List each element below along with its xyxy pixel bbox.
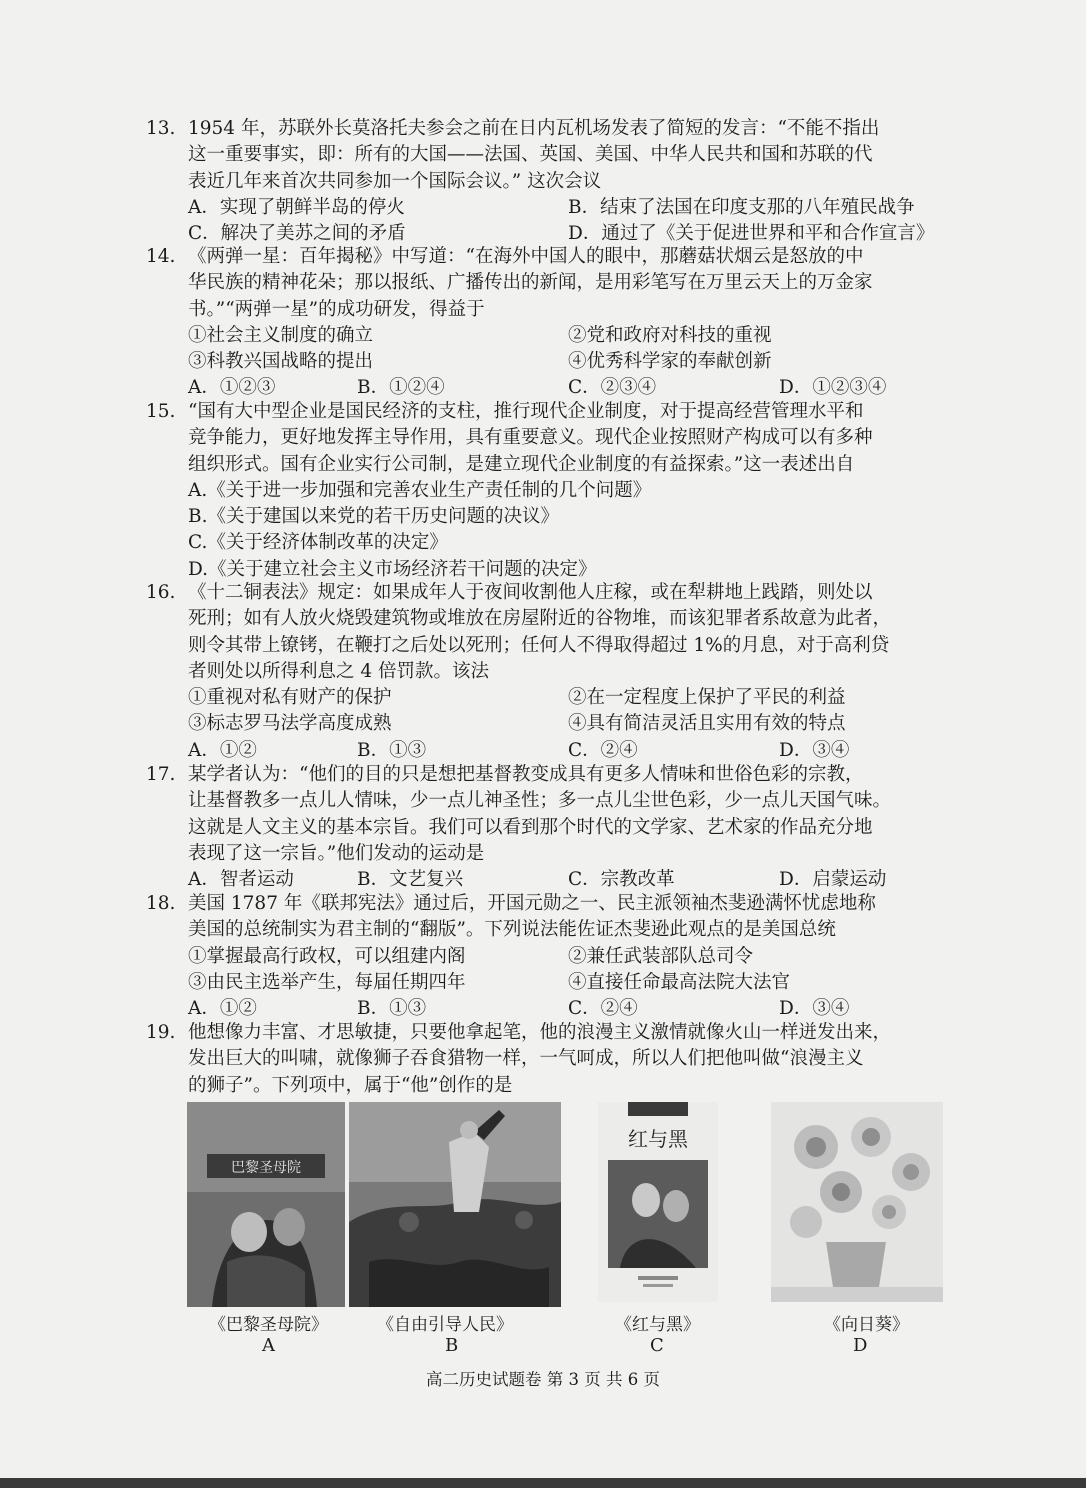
figure-c-book-cover: [598, 1102, 718, 1302]
question-number: 19.: [146, 1022, 176, 1043]
question-19: [146, 1020, 986, 1099]
question-number: 14.: [146, 246, 176, 267]
option-row: [146, 738, 986, 764]
question-text-line: 《十二铜表法》规定：如果成年人于夜间收割他人庄稼，或在犁耕地上践踏，则处以: [188, 582, 873, 603]
item-4: ④具有简洁灵活且实用有效的特点: [568, 713, 846, 735]
question-text-line: 者则处以所得利息之 4 倍罚款。该法: [188, 660, 490, 682]
item-row: [146, 349, 986, 375]
option-d: D.《关于建立社会主义市场经济若干问题的决定》: [188, 558, 597, 580]
figure-a-caption: 《巴黎圣母院》: [209, 1315, 328, 1335]
figure-d-letter: D: [853, 1335, 868, 1356]
item-1: ①重视对私有财产的保护: [188, 687, 392, 709]
option-b: B．①②④: [357, 377, 445, 399]
item-2: ②兼任武装部队总司令: [568, 945, 754, 967]
option-d: D．③④: [779, 998, 850, 1020]
option-d: D．启蒙运动: [779, 869, 887, 891]
item-row: [146, 685, 986, 711]
figure-d-caption: 《向日葵》: [824, 1315, 909, 1335]
question-text-line: 表近几年来首次共同参加一个国际会议。” 这次会议: [188, 170, 602, 192]
item-3: ③由民主选举产生，每届任期四年: [188, 971, 466, 993]
question-number: 17.: [146, 764, 176, 785]
item-4: ④优秀科学家的奉献创新: [568, 351, 772, 373]
option-a: A．实现了朝鲜半岛的停火: [188, 196, 405, 218]
option-c: C．②④: [568, 739, 638, 761]
option-row: [146, 996, 986, 1022]
item-3: ③标志罗马法学高度成熟: [188, 713, 392, 735]
figure-b-painting: [349, 1102, 561, 1307]
question-text-line: 美国 1787 年《联邦宪法》通过后，开国元勋之一、民主派领袖杰斐逊满怀忧虑地称: [188, 893, 876, 914]
option-c: C．解决了美苏之间的矛盾: [188, 223, 406, 245]
option-b: B．①③: [357, 998, 427, 1020]
question-13: [146, 116, 986, 247]
question-text-line: “国有大中型企业是国民经济的支柱，推行现代企业制度，对于提高经营管理水平和: [188, 401, 864, 422]
scan-edge: [0, 1478, 1086, 1488]
figure-b-caption: 《自由引导人民》: [377, 1315, 513, 1335]
option-d: D．①②③④: [779, 377, 887, 399]
page-footer: 高二历史试题卷 第 3 页 共 6 页: [426, 1370, 660, 1389]
option-c: C．②④: [568, 998, 638, 1020]
question-15: [146, 399, 986, 583]
figure-a-letter: A: [262, 1335, 275, 1356]
option-d: D．③④: [779, 739, 850, 761]
option-b: B．①③: [357, 739, 427, 761]
figure-d-painting: [771, 1102, 943, 1302]
question-16: [146, 580, 986, 764]
question-number: 13.: [146, 118, 176, 139]
option-c: C．②③④: [568, 377, 657, 399]
option-b: B．结束了法国在印度支那的八年殖民战争: [568, 196, 915, 218]
question-number: 15.: [146, 401, 176, 422]
item-3: ③科教兴国战略的提出: [188, 351, 374, 373]
question-text-line: 美国的总统制实为君主制的“翻版”。下列说法能佐证杰斐逊此观点的是美国总统: [188, 919, 836, 941]
option-a: A．①②: [188, 998, 257, 1020]
option-b: B．文艺复兴: [357, 869, 464, 891]
option-row: [146, 867, 986, 893]
option-d: D．通过了《关于促进世界和平和合作宣言》: [568, 223, 935, 245]
question-text-line: 则令其带上镣铐，在鞭打之后处以死刑；任何人不得取得超过 1%的月息，对于高利贷: [188, 634, 890, 656]
option-row: [146, 195, 986, 221]
question-text-line: 让基督教多一点儿人情味，少一点儿神圣性；多一点儿尘世色彩，少一点儿天国气味。: [188, 790, 892, 812]
question-text-line: 某学者认为：“他们的目的只是想把基督教变成具有更多人情味和世俗色彩的宗教，: [188, 764, 864, 785]
question-text-line: 组织形式。国有企业实行公司制，是建立现代企业制度的有益探索。”这一表述出自: [188, 453, 855, 475]
question-text-line: 表现了这一宗旨。”他们发动的运动是: [188, 842, 485, 864]
question-number: 18.: [146, 893, 176, 914]
item-1: ①社会主义制度的确立: [188, 324, 374, 346]
item-4: ④直接任命最高法院大法官: [568, 971, 791, 993]
option-c: C．宗教改革: [568, 869, 675, 891]
figure-a-book-cover: [187, 1102, 345, 1307]
item-1: ①掌握最高行政权，可以组建内阁: [188, 945, 466, 967]
option-row: [146, 375, 986, 401]
question-text-line: 书。”“两弹一星”的成功研发，得益于: [188, 298, 485, 320]
option-a: A．智者运动: [188, 869, 294, 891]
option-b: B.《关于建国以来党的若干历史问题的决议》: [188, 506, 559, 528]
item-2: ②党和政府对科技的重视: [568, 324, 772, 346]
question-18: [146, 891, 986, 1022]
question-text-line: 发出巨大的叫啸，就像狮子吞食猎物一样，一气呵成，所以人们把他叫做“浪漫主义: [188, 1048, 864, 1070]
option-a: A．①②③: [188, 377, 276, 399]
option-a: A．①②: [188, 739, 257, 761]
cover-title-text: 巴黎圣母院: [231, 1160, 301, 1176]
item-row: [146, 323, 986, 349]
question-14: [146, 244, 986, 402]
question-text-line: 的狮子”。下列项中，属于“他”创作的是: [188, 1074, 513, 1096]
question-text-line: 《两弹一星：百年揭秘》中写道：“在海外中国人的眼中，那蘑菇状烟云是怒放的中: [188, 246, 864, 267]
question-text-line: 1954 年，苏联外长莫洛托夫参会之前在日内瓦机场发表了简短的发言：“不能不指出: [188, 118, 880, 139]
figure-b-letter: B: [445, 1335, 459, 1356]
option-c: C.《关于经济体制改革的决定》: [188, 532, 448, 554]
question-text-line: 竞争能力，更好地发挥主导作用，具有重要意义。现代企业按照财产构成可以有多种: [188, 427, 873, 449]
figure-c-caption: 《红与黑》: [615, 1315, 700, 1335]
question-text-line: 他想像力丰富、才思敏捷，只要他拿起笔，他的浪漫主义激情就像火山一样迸发出来，: [188, 1022, 892, 1043]
figure-c-letter: C: [650, 1335, 664, 1356]
item-2: ②在一定程度上保护了平民的利益: [568, 687, 846, 709]
item-row: [146, 970, 986, 996]
cover-title-text: 红与黑: [628, 1127, 688, 1151]
question-text-line: 这一重要事实，即：所有的大国——法国、英国、美国、中华人民共和国和苏联的代: [188, 144, 873, 166]
item-row: [146, 711, 986, 737]
item-row: [146, 944, 986, 970]
question-text-line: 华民族的精神花朵；那以报纸、广播传出的新闻，是用彩笔写在万里云天上的万金家: [188, 272, 873, 294]
question-17: [146, 762, 986, 893]
option-a: A.《关于进一步加强和完善农业生产责任制的几个问题》: [188, 479, 652, 501]
question-number: 16.: [146, 582, 176, 603]
question-text-line: 死刑；如有人放火烧毁建筑物或堆放在房屋附近的谷物堆，而该犯罪者系故意为此者，: [188, 608, 892, 630]
question-text-line: 这就是人文主义的基本宗旨。我们可以看到那个时代的文学家、艺术家的作品充分地: [188, 816, 873, 838]
